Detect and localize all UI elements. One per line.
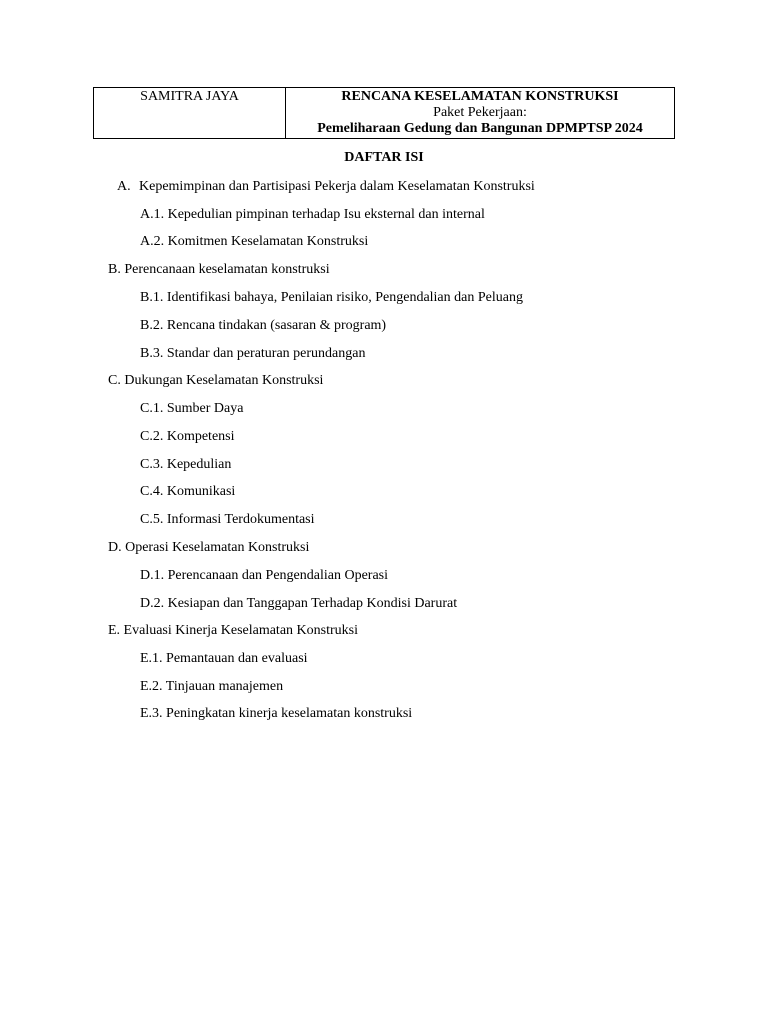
toc-item-c1: C.1. Sumber Daya (140, 401, 244, 416)
toc-section-d: D. Operasi Keselamatan Konstruksi (108, 540, 310, 555)
title-cell (286, 88, 675, 139)
toc-item-e3: E.3. Peningkatan kinerja keselamatan konstruksi (140, 706, 413, 721)
toc-item-c4: C.4. Komunikasi (140, 484, 236, 499)
toc-item-d1: D.1. Perencanaan dan Pengendalian Operasi (140, 568, 389, 583)
toc-item-b2: B.2. Rencana tindakan (sasaran & program) (140, 318, 387, 333)
toc-item-e2: E.2. Tinjauan manajemen (140, 679, 284, 694)
toc-section-c: C. Dukungan Keselamatan Konstruksi (108, 373, 324, 388)
toc-section-a (117, 179, 535, 195)
company-cell (94, 88, 286, 139)
package-label: Paket Pekerjaan: (433, 105, 527, 120)
package-name: Pemeliharaan Gedung dan Bangunan DPMPTSP 2024 (317, 121, 643, 136)
toc-item-a1: A.1. Kepedulian pimpinan terhadap Isu eksternal dan internal (140, 207, 485, 222)
toc-title: DAFTAR ISI (344, 150, 424, 165)
company-name: SAMITRA JAYA (140, 89, 239, 104)
toc-item-d2: D.2. Kesiapan dan Tanggapan Terhadap Kondisi Darurat (140, 596, 458, 611)
toc-item-c5: C.5. Informasi Terdokumentasi (140, 512, 315, 527)
toc-item-b1: B.1. Identifikasi bahaya, Penilaian risiko, Pengendalian dan Peluang (140, 290, 523, 305)
toc-item-c2: C.2. Kompetensi (140, 429, 235, 444)
toc-section-e: E. Evaluasi Kinerja Keselamatan Konstruksi (108, 623, 358, 638)
toc-item-b3: B.3. Standar dan peraturan perundangan (140, 346, 366, 361)
toc-section-a-label: Kepemimpinan dan Partisipasi Pekerja dalam Keselamatan Konstruksi (139, 179, 535, 194)
toc-section-b: B. Perencanaan keselamatan konstruksi (108, 262, 330, 277)
toc-item-c3: C.3. Kepedulian (140, 457, 232, 472)
document-title: RENCANA KESELAMATAN KONSTRUKSI (341, 89, 619, 104)
toc-section-a-prefix: A. (117, 179, 131, 194)
toc-item-a2: A.2. Komitmen Keselamatan Konstruksi (140, 234, 369, 249)
toc-item-e1: E.1. Pemantauan dan evaluasi (140, 651, 308, 666)
document-header-table (93, 87, 675, 139)
